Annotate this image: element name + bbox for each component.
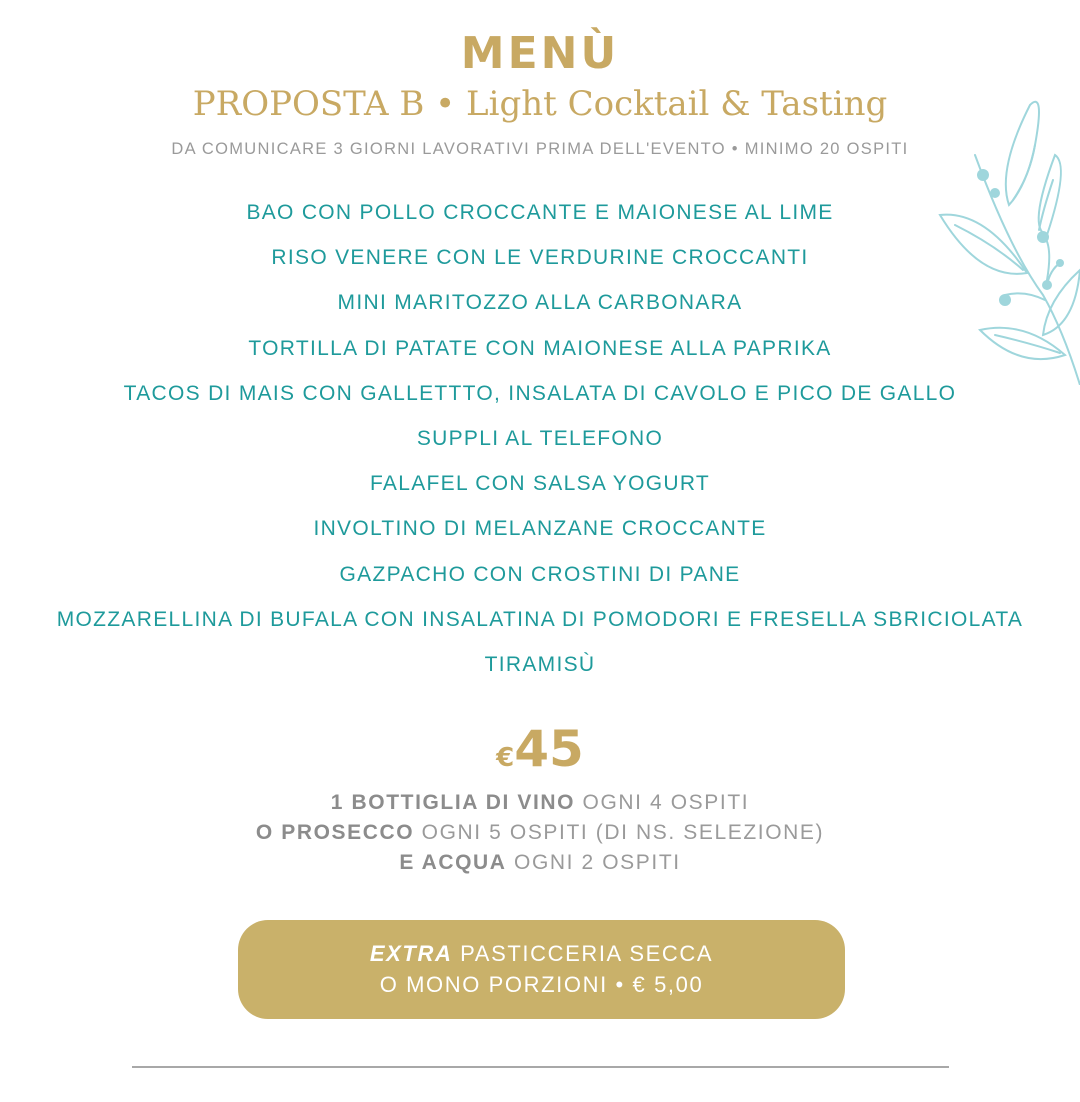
drinks-line-bold: O PROSECCO [255, 821, 415, 844]
drinks-line-rest: OGNI 5 OSPITI (DI NS. SELEZIONE) [421, 821, 825, 844]
menu-item-list [0, 190, 1080, 687]
extra-pastry-box [238, 920, 845, 1019]
menu-item: TIRAMISÙ [484, 652, 596, 676]
extra-line-1 [238, 938, 845, 969]
menu-subtitle: PROPOSTA B • Light Cocktail & Tasting [192, 84, 888, 124]
price [0, 720, 1080, 778]
menu-item: FALAFEL CON SALSA YOGURT [369, 472, 711, 496]
drinks-line-rest: OGNI 4 OSPITI [582, 791, 750, 814]
drinks-line [0, 818, 1080, 848]
drinks-line-bold: E ACQUA [399, 851, 507, 874]
price-currency: € [496, 743, 515, 773]
drinks-line-bold: 1 BOTTIGLIA DI VINO [330, 791, 576, 814]
menu-item: TORTILLA DI PATATE CON MAIONESE ALLA PAPRIKA [248, 336, 832, 360]
menu-item: GAZPACHO CON CROSTINI DI PANE [339, 562, 741, 586]
drinks-info [0, 788, 1080, 878]
menu-title: MENÙ [460, 28, 620, 79]
menu-item: TACOS DI MAIS CON GALLETTTO, INSALATA DI CAVOLO E PICO DE GALLO [123, 381, 957, 405]
menu-item: BAO CON POLLO CROCCANTE E MAIONESE AL LIME [246, 201, 834, 224]
price-amount: 45 [514, 720, 584, 778]
menu-item: SUPPLI AL TELEFONO [416, 426, 664, 450]
menu-item: MOZZARELLINA DI BUFALA CON INSALATINA DI POMODORI E FRESELLA SBRICIOLATA [56, 607, 1024, 631]
drinks-line [0, 788, 1080, 818]
drinks-line-rest: OGNI 2 OSPITI [514, 851, 681, 874]
extra-line-2: O MONO PORZIONI • € 5,00 [379, 972, 704, 997]
olive-branch-icon [935, 85, 1080, 385]
bottom-divider [132, 1066, 949, 1068]
drinks-line [0, 848, 1080, 878]
menu-item: MINI MARITOZZO ALLA CARBONARA [337, 291, 743, 315]
extra-text: PASTICCERIA SECCA [460, 941, 714, 966]
booking-note: DA COMUNICARE 3 GIORNI LAVORATIVI PRIMA DELL'EVENTO • MINIMO 20 OSPITI [171, 140, 909, 158]
extra-label: EXTRA [369, 941, 453, 966]
menu-item: INVOLTINO DI MELANZANE CROCCANTE [313, 517, 767, 541]
menu-item: RISO VENERE CON LE VERDURINE CROCCANTI [271, 246, 809, 270]
